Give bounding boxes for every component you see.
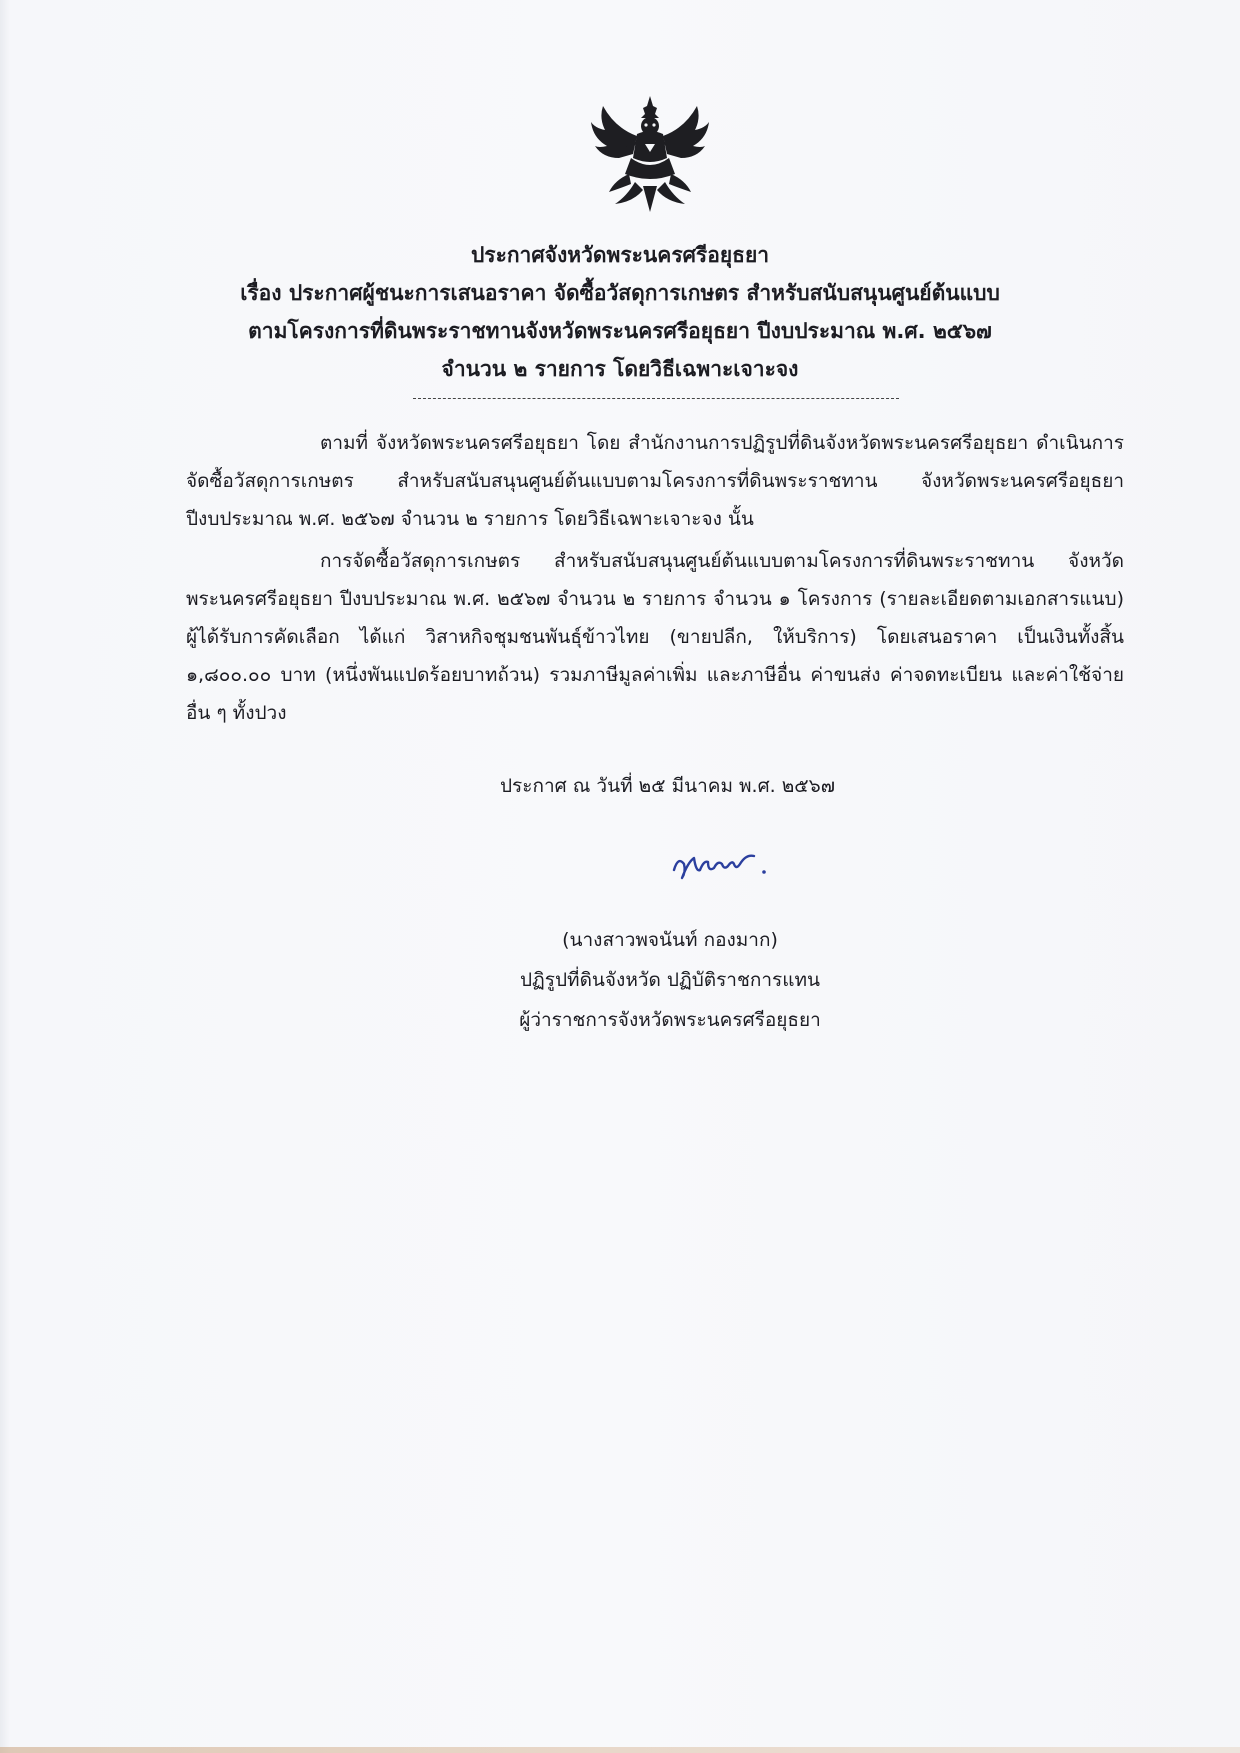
announcement-date: ประกาศ ณ วันที่ ๒๕ มีนาคม พ.ศ. ๒๕๖๗ [500,775,835,797]
body-paragraph-2-text: การจัดซื้อวัสดุการเกษตร สำหรับสนับสนุนศูนย์ต้นแบบตามโครงการที่ดินพระราชทาน จังหวัดพระนครศรีอยุธยา ปีงบประมาณ พ.ศ. ๒๕๖๗ จำนวน ๒ รายการ จำนวน ๑ โครงการ (รายละเอียดตามเอกสารแนบ) ผู้ได้รับการคัดเลือก ได้แก่ วิสาหกิจชุมชนพันธุ์ข้าวไทย (ขายปลีก, ให้บริการ) โดยเสนอราคา เป็นเงินทั้งสิ้น ๑,๘๐๐.๐๐ บาท (หนึ่งพันแปดร้อยบาทถ้วน) รวมภาษีมูลค่าเพิ่ม และภาษีอื่น ค่าขนส่ง ค่าจดทะเบียน และค่าใช้จ่ายอื่น ๆ ทั้งปวง [186,550,1124,724]
body-paragraph-2 [186,542,1124,732]
body-paragraph-1 [186,424,1124,538]
handwritten-signature [668,842,778,886]
dashed-divider [413,398,899,399]
announcement-subject-line-3: จำนวน ๒ รายการ โดยวิธีเฉพาะเจาะจง [441,357,799,381]
announcement-subject-line-1: เรื่อง ประกาศผู้ชนะการเสนอราคา จัดซื้อวัสดุการเกษตร สำหรับสนับสนุนศูนย์ต้นแบบ [240,281,1000,305]
body-paragraph-1-text: ตามที่ จังหวัดพระนครศรีอยุธยา โดย สำนักงานการปฏิรูปที่ดินจังหวัดพระนครศรีอยุธยา ดำเนินการจัดซื้อวัสดุการเกษตร สำหรับสนับสนุนศูนย์ต้นแบบตามโครงการที่ดินพระราชทาน จังหวัดพระนครศรีอยุธยา ปีงบประมาณ พ.ศ. ๒๕๖๗ จำนวน ๒ รายการ โดยวิธีเฉพาะเจาะจง นั้น [186,432,1124,530]
scan-edge [0,1747,1240,1753]
announcement-subject-line-2: ตามโครงการที่ดินพระราชทานจังหวัดพระนครศรีอยุธยา ปีงบประมาณ พ.ศ. ๒๕๖๗ [248,319,992,343]
signatory-position-2: ผู้ว่าราชการจังหวัดพระนครศรีอยุธยา [519,1009,821,1031]
announcement-title: ประกาศจังหวัดพระนครศรีอยุธยา [470,243,770,267]
signatory-position-1: ปฏิรูปที่ดินจังหวัด ปฏิบัติราชการแทน [519,969,821,991]
signatory-name: (นางสาวพจนันท์ กองมาก) [562,929,778,951]
signature-block [470,920,870,1040]
garuda-emblem-icon [585,88,715,218]
